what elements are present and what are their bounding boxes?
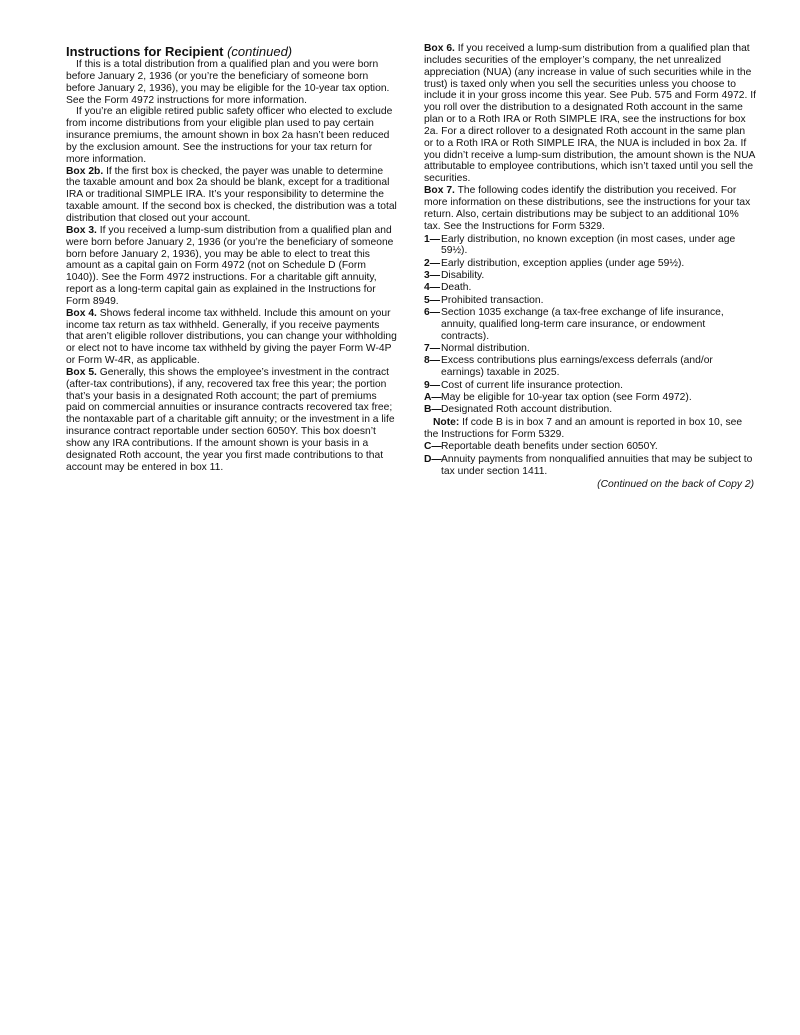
code-text: Excess contributions plus earnings/excess deferrals (and/or earnings) taxable in 2025. [441, 355, 713, 379]
right-column [424, 43, 756, 491]
note-text: If code B is in box 7 and an amount is reported in box 10, see the Instructions for Form 5329. [424, 416, 743, 440]
box-3-text: If you received a lump-sum distribution from a qualified plan and were born before January 2, 1936 (or you’re the beneficiary of someone born before January 2, 1936), you may be able to elect to treat this amount as a capital gain on Form 4972 (not on Schedule D (Form 1040)). See the Form 4972 instructions. For a charitable gift annuity, report as a long-term capital gain as explained in the Instructions for Form 8949. [66, 224, 394, 307]
code-key: 3— [424, 270, 441, 282]
code-text: Designated Roth account distribution. [441, 404, 613, 416]
code-item-5 [424, 295, 756, 307]
code-text: Death. [441, 282, 472, 294]
code-text: Cost of current life insurance protection. [441, 379, 624, 391]
page-heading [66, 44, 398, 59]
heading-title: Instructions for Recipient [66, 44, 224, 59]
code-item-1 [424, 234, 756, 258]
code-item-9 [424, 380, 756, 392]
code-text: Normal distribution. [441, 343, 530, 355]
code-item-7 [424, 343, 756, 355]
note-section [424, 417, 756, 441]
box-5-label: Box 5. [66, 366, 97, 378]
box-6-text: If you received a lump-sum distribution from a qualified plan that includes securities of the employer’s company, the net unrealized appreciation (NUA) (any increase in value of such securities while in the trust) is taxed only when you sell the securities unless you choose to include it in your gross income this year. See Pub. 575 and Form 4972. If you roll over the distribution to a designated Roth account in the same plan or to a Roth IRA or Roth SIMPLE IRA, see the instructions for box 2a. For a direct rollover to a designated Roth account in the same plan or to a Roth IRA or Roth SIMPLE IRA, the NUA is included in box 2a. If you didn’t receive a lump-sum distribution, the amount shown is the NUA attributable to employee contributions, which isn’t taxed until you sell the securities. [424, 43, 756, 185]
code-item-4 [424, 282, 756, 294]
box-5-text: Generally, this shows the employee’s investment in the contract (after-tax contributions), if any, recovered tax free this year; the portion that’s your basis in a designated Roth account; the part of premiums paid on commercial annuities or insurance contracts recovered tax free; the nontaxable part of a charitable gift annuity; or the investment in a life insurance contract reportable under section 6050Y. This box doesn’t show any IRA contributions. If the amount shown is your basis in a designated Roth account, the year you first made contributions to that account may be entered in box 11. [66, 366, 395, 473]
code-item-2 [424, 258, 756, 270]
distribution-code-list-continued [424, 441, 756, 477]
left-column [66, 44, 398, 474]
continued-on-back-note: (Continued on the back of Copy 2) [597, 479, 754, 491]
code-item-c [424, 441, 756, 453]
code-item-8 [424, 355, 756, 379]
code-text: Early distribution, no known exception (in most cases, under age 59½). [441, 233, 736, 257]
code-key: 8— [424, 355, 441, 367]
code-text: Reportable death benefits under section 6050Y. [441, 441, 658, 453]
box-4-text: Shows federal income tax withheld. Include this amount on your income tax return as tax withheld. Generally, if you receive payments that aren’t eligible rollover distributions, you can change your withholding or elect not to have income tax withheld by giving the payer Form W-4P or Form W-4R, as applicable. [66, 307, 397, 367]
code-key: D— [424, 453, 442, 465]
box-7-label: Box 7. [424, 185, 455, 197]
paragraph-10-year-option: If this is a total distribution from a qualified plan and you were born before January 2, 1936 (or you’re the beneficiary of someone born before January 2, 1936), you may be eligible for the 10-year tax option. See the Form 4972 instructions for more information. [66, 59, 390, 106]
box-2b-label: Box 2b. [66, 165, 104, 177]
code-key: 7— [424, 343, 441, 355]
code-text: Annuity payments from nonqualified annuities that may be subject to tax under section 1411. [441, 453, 753, 477]
box-7-text: The following codes identify the distribution you received. For more information on these distributions, see the instructions for your tax return. Also, certain distributions may be subject to an additional 10% tax. See the Instructions for Form 5329. [424, 185, 751, 232]
code-text: Disability. [441, 270, 485, 282]
code-key: B— [424, 404, 442, 416]
box-6-section [424, 43, 756, 185]
box-4-label: Box 4. [66, 307, 97, 319]
code-item-a [424, 392, 756, 404]
box-5-section [66, 367, 398, 474]
box-6-label: Box 6. [424, 43, 455, 54]
code-text: May be eligible for 10-year tax option (see Form 4972). [441, 391, 692, 403]
box-4-section [66, 308, 398, 367]
code-key: 1— [424, 233, 441, 245]
code-key: 6— [424, 307, 441, 319]
code-text: Section 1035 exchange (a tax-free exchange of life insurance, annuity, qualified long-term care insurance, or endowment contracts). [441, 307, 724, 342]
box-2b-text: If the first box is checked, the payer was unable to determine the taxable amount and box 2a should be blank, except for a traditional IRA or traditional SIMPLE IRA. It’s your responsibility to determine the taxable amount. If the second box is checked, the distribution was a total distribution that closed out your account. [66, 165, 397, 224]
code-item-d [424, 454, 756, 478]
box-3-label: Box 3. [66, 224, 97, 236]
code-item-b [424, 404, 756, 416]
code-key: 4— [424, 282, 441, 294]
box-2b-section [66, 166, 398, 225]
paragraph-safety-officer: If you’re an eligible retired public safety officer who elected to exclude from income distributions from your eligible plan used to pay certain insurance premiums, the amount shown in box 2a hasn’t been reduced by the exclusion amount. See the instructions for your tax return for more information. [66, 106, 393, 165]
code-key: 9— [424, 379, 441, 391]
code-item-3 [424, 270, 756, 282]
code-key: A— [424, 391, 442, 403]
code-item-6 [424, 307, 756, 343]
code-key: 5— [424, 294, 441, 306]
code-key: 2— [424, 257, 441, 269]
box-7-section [424, 185, 756, 232]
code-text: Prohibited transaction. [441, 294, 544, 306]
code-text: Early distribution, exception applies (under age 59½). [441, 257, 685, 269]
note-label: Note: [433, 416, 460, 428]
code-key: C— [424, 441, 442, 453]
heading-continued: (continued) [227, 44, 293, 59]
distribution-code-list [424, 234, 756, 417]
box-3-section [66, 225, 398, 308]
